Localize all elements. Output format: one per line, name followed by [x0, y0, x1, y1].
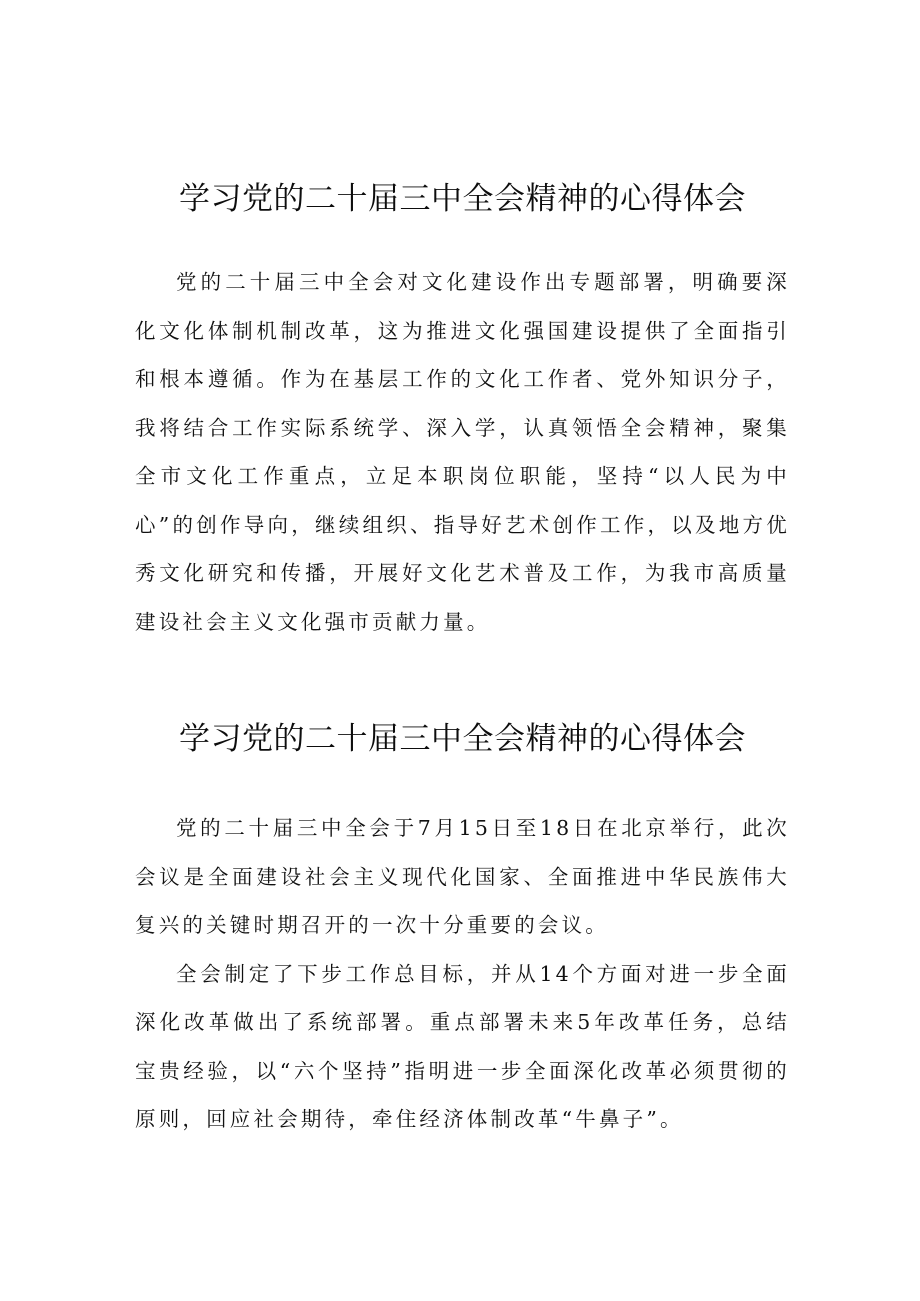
section-body [135, 804, 790, 1144]
essay-section-1 [135, 172, 790, 646]
essay-section-2 [135, 712, 790, 1144]
section-title: 学习党的二十届三中全会精神的心得体会 [179, 181, 746, 217]
body-paragraph: 全会制定了下步工作总目标，并从14个方面对进一步全面深化改革做出了系统部署。重点部署未来5年改革任务，总结宝贵经验，以“六个坚持”指明进一步全面深化改革必须贯彻的原则，回应社会期待，牵住经济体制改革“牛鼻子”。 [135, 961, 790, 1131]
body-paragraph: 党的二十届三中全会于7月15日至18日在北京举行，此次会议是全面建设社会主义现代化国家、全面推进中华民族伟大复兴的关键时期召开的一次十分重要的会议。 [135, 816, 790, 937]
section-title: 学习党的二十届三中全会精神的心得体会 [179, 721, 746, 757]
body-paragraph: 党的二十届三中全会对文化建设作出专题部署，明确要深化文化体制机制改革，这为推进文化强国建设提供了全面指引和根本遵循。作为在基层工作的文化工作者、党外知识分子，我将结合工作实际系统学、深入学，认真领悟全会精神，聚集全市文化工作重点，立足本职岗位职能，坚持“以人民为中心”的创作导向，继续组织、指导好艺术创作工作，以及地方优秀文化研究和传播，开展好文化艺术普及工作，为我市高质量建设社会主义文化强市贡献力量。 [135, 270, 790, 634]
section-body [135, 258, 790, 646]
